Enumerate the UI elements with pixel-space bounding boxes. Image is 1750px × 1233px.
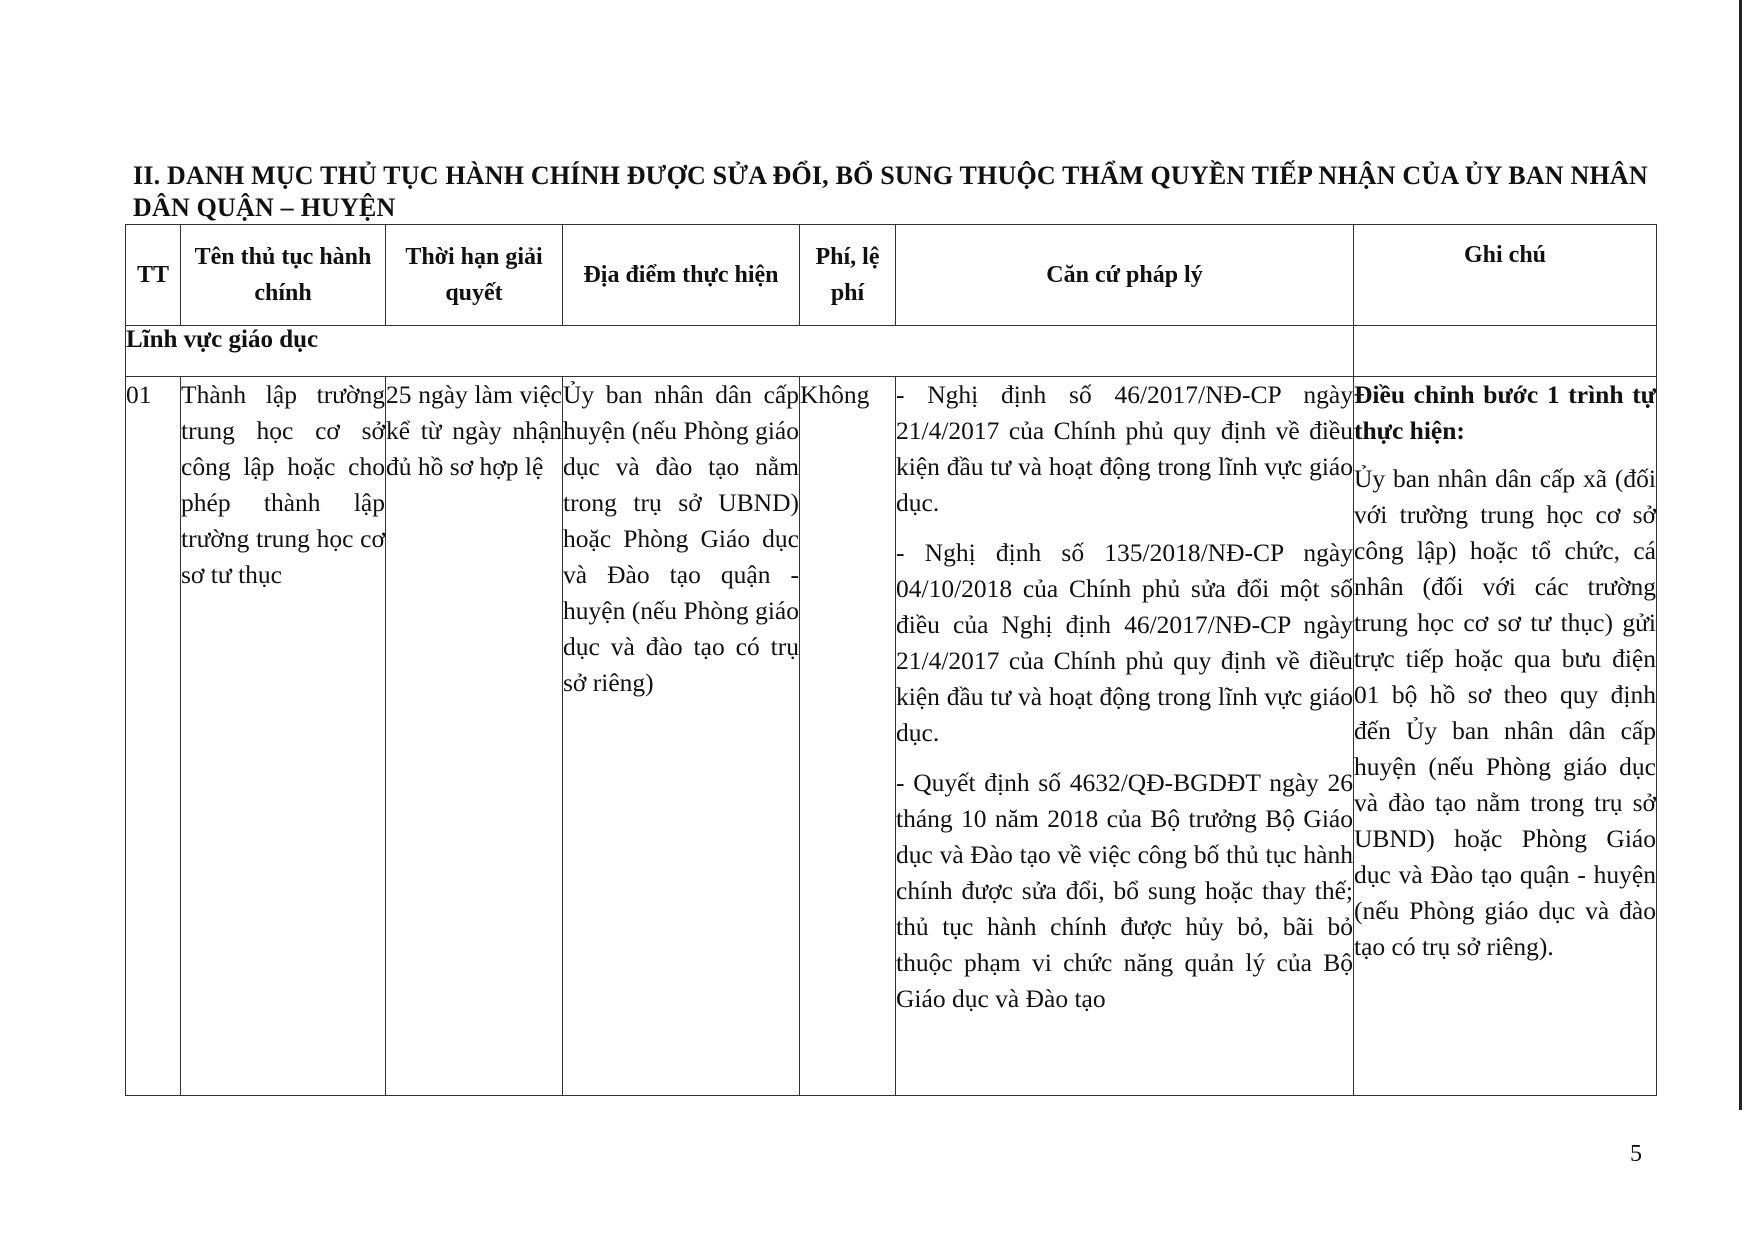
header-processing-time: Thời hạn giải quyết [386,225,563,326]
row-location: Ủy ban nhân dân cấp huyện (nếu Phòng giáo dục và đào tạo nằm trong trụ sở UBND) hoặc Phòng Giáo dục và Đào tạo quận - huyện (nếu Phòng giáo dục và đào tạo có trụ sở riêng) [563,377,800,1096]
row-fee: Không [800,377,896,1096]
note-text: Ủy ban nhân dân cấp xã (đối với trường trung học cơ sở công lập) hoặc tổ chức, cá nhân (đối với các trường trung học cơ sơ tư thục) gửi trực tiếp hoặc qua bưu điện 01 bộ hồ sơ theo quy định đến Ủy ban nhân dân cấp huyện (nếu Phòng giáo dục và đào tạo nằm trong trụ sở UBND) hoặc Phòng Giáo dục và Đào tạo quận - huyện (nếu Phòng giáo dục và đào tạo có trụ sở riêng). [1354,464,1656,961]
row-notes [1354,377,1657,1096]
header-location: Địa điểm thực hiện [563,225,800,326]
legal-item: - Quyết định số 4632/QĐ-BGDĐT ngày 26 tháng 10 năm 2018 của Bộ trưởng Bộ Giáo dục và Đào tạo về việc công bố thủ tục hành chính được sửa đổi, bổ sung hoặc thay thế; thủ tục hành chính được hủy bỏ, bãi bỏ thuộc phạm vi chức năng quản lý của Bộ Giáo dục và Đào tạo [896,768,1353,1013]
note-title: Điều chỉnh bước 1 trình tự thực hiện: [1354,380,1656,445]
header-tt: TT [126,225,181,326]
legal-item: - Nghị định số 46/2017/NĐ-CP ngày 21/4/2017 của Chính phủ quy định về điều kiện đầu tư và hoạt động trong lĩnh vực giáo dục. [896,380,1353,517]
header-fee: Phí, lệ phí [800,225,896,326]
section-heading: II. DANH MỤC THỦ TỤC HÀNH CHÍNH ĐƯỢC SỬA ĐỔI, BỔ SUNG THUỘC THẨM QUYỀN TIẾP NHẬN CỦA ỦY BAN NHÂN DÂN QUẬN – HUYỆN [133,161,1648,222]
row-processing-time: 25 ngày làm việc kể từ ngày nhận đủ hồ sơ hợp lệ [386,377,563,1096]
section-row [126,326,1657,377]
procedure-table [125,224,1657,1096]
section-title: Lĩnh vực giáo dục [126,326,1354,377]
row-tt: 01 [126,377,181,1096]
row-legal-basis [896,377,1354,1096]
header-notes: Ghi chú [1354,225,1657,326]
section-row-note-cell [1354,326,1657,377]
header-procedure-name: Tên thủ tục hành chính [181,225,386,326]
header-legal-basis: Căn cứ pháp lý [896,225,1354,326]
table-header-row [126,225,1657,326]
page-number: 5 [1630,1141,1642,1167]
legal-item: - Nghị định số 135/2018/NĐ-CP ngày 04/10/2018 của Chính phủ sửa đổi một số điều của Nghị định 46/2017/NĐ-CP ngày 21/4/2017 của Chính phủ quy định về điều kiện đầu tư và hoạt động trong lĩnh vực giáo dục. [896,538,1353,747]
table-row [126,377,1657,1096]
row-procedure-name: Thành lập trường trung học cơ sở công lập hoặc cho phép thành lập trường trung học cơ sơ tư thục [181,377,386,1096]
page-edge-line [1739,0,1742,1110]
